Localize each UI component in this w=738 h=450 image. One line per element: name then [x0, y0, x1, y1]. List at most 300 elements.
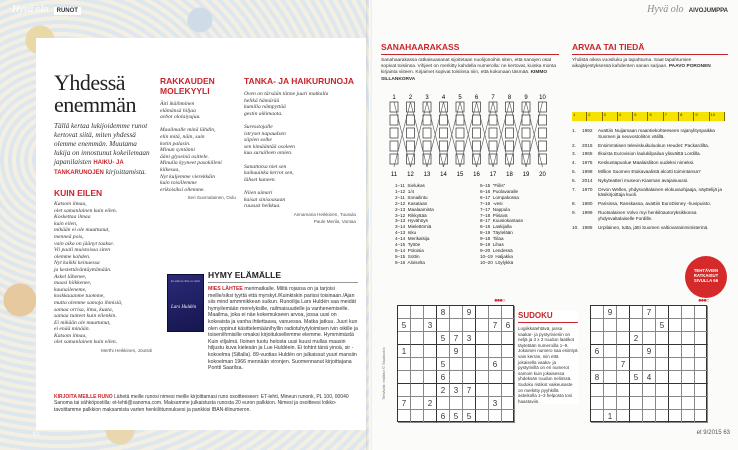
sudoku-text: Logiikkatehtävä, jossa vaakar- ja pystyrivieriin on neljä ja 3 x 3 ruudun laatikot täytetään numeroilla 1–9. Jokainen numero saa esiintyä vain kerran, niin että jokaisella vaaka- ja pystyrivillä on eri numerot samoin kuin jokaisessa yhdeksän ruudun neliössä. Sudoku ristikot vaikeusaste on merkitty pyyhkillä asteikolla 1–3 helposta tosi haastaviin.	[518, 326, 578, 404]
sudoku-cell: 3	[489, 397, 502, 410]
article-column-1	[54, 72, 152, 353]
sudoku-cell[interactable]	[398, 371, 411, 384]
sudoku-cell[interactable]	[695, 397, 708, 410]
ladder-box[interactable]	[539, 115, 547, 125]
fact-item	[572, 187, 727, 199]
sudoku-cell[interactable]	[489, 384, 502, 397]
article-intro: Tällä kertaa lukijoidemme runot kertovat siitä, miten yhdessä olemme enemmän. Muutama lukija on innostunut kokeilemaan japanilaisten HAIKU- JA TANKARUNOJEN kirjoittamista.	[54, 122, 150, 176]
ladder-box[interactable]	[440, 102, 448, 112]
fact-item	[572, 169, 727, 175]
sudoku-cell: 5	[437, 358, 450, 371]
sudoku-cell[interactable]	[695, 319, 708, 332]
sudoku-cell[interactable]	[424, 371, 437, 384]
sudoku-cell[interactable]	[476, 384, 489, 397]
sudoku-cell[interactable]	[695, 345, 708, 358]
sudoku-cell[interactable]	[502, 410, 515, 423]
difficulty-rating: ●●●○	[494, 298, 505, 304]
sudoku-cell[interactable]	[643, 319, 656, 332]
sudoku-cell[interactable]	[669, 384, 682, 397]
sudoku-cell[interactable]	[476, 332, 489, 345]
sudoku-cell[interactable]	[682, 319, 695, 332]
ladder-box[interactable]	[489, 102, 497, 112]
footer-text: Lähetä meille runosi nimesi meille kirjoittamasi runo osoitteeseen: ET-lehti, Mineun runonk, PL 100, 00040 Sanoma tai sähköpostilla: et-lehti@sanoma.com. Maksamme julkaistusta runosta 20 euron palkkion. Nimesi ja osoitteesi loikko-tavoittamme palkkion maksamista varten henkilötunnuksesi ja pankkisi IBAN-tilinumeron.	[54, 394, 349, 413]
ladder-box[interactable]	[522, 141, 530, 151]
ladder-top-number: 2	[408, 95, 413, 101]
ladder-box[interactable]	[522, 102, 530, 112]
poem-author: Paule Merila, Vantaa	[313, 218, 356, 224]
sudoku-cell[interactable]	[489, 332, 502, 345]
ladder-top-number: 8	[507, 95, 512, 101]
ladder-top-number: 7	[491, 95, 495, 101]
sudoku-cell[interactable]	[617, 345, 630, 358]
ladder-top-number: 5	[458, 95, 462, 101]
ladder-bottom-number: 20	[539, 172, 546, 178]
sudoku-cell[interactable]	[617, 319, 630, 332]
sudoku-cell: 1	[398, 345, 411, 358]
sudoku-cell: 2	[424, 397, 437, 410]
sudoku-cell[interactable]	[411, 410, 424, 423]
sudoku-cell[interactable]	[502, 384, 515, 397]
poem-text: Oven on tärsään tänne juuri matkalla helikä hämärää kumilla nämpyttää gestin aikimaota. Suresstojalle istryset napaudsen siipien solke sen kimääntää osoleen kuu suruilleen omien. Sanattotsa niet sen kaikuuinka kerrot sen, lähset kuneen. Niien uimari kaisat sinisoasaan ruusust heikkua.	[244, 91, 329, 210]
sudoku-cell[interactable]	[604, 332, 617, 345]
fact-text: Avattiin Nuijamaan maantiekohteeseen rajanylityspaikka Suomen ja neuvostoliiton välillä.	[598, 128, 715, 139]
fact-number: 7.	[572, 186, 576, 192]
sudoku-cell[interactable]	[437, 397, 450, 410]
fact-year: 1985	[582, 224, 593, 230]
sudoku-cell[interactable]	[411, 371, 424, 384]
sudoku-cell[interactable]	[630, 410, 643, 423]
sudoku-cell: 3	[424, 319, 437, 332]
answer-slot[interactable]: 3	[603, 112, 618, 121]
sudoku-cell[interactable]	[643, 410, 656, 423]
ladder-bottom-number: 12	[407, 172, 414, 178]
sudoku-cell[interactable]	[398, 306, 411, 319]
sudoku-cell: 5	[463, 410, 476, 423]
fact-item	[572, 210, 727, 222]
sudoku-cell: 7	[463, 384, 476, 397]
fact-text: Ensimmäisen televiskuikuluokun Heudet: Packardilta.	[598, 142, 709, 148]
sudoku-cell[interactable]	[424, 358, 437, 371]
ladder-box[interactable]	[539, 141, 547, 151]
divider	[208, 282, 358, 283]
ladder-puzzle-section	[381, 42, 559, 83]
ladder-box[interactable]	[539, 128, 547, 138]
ladder-bottom-number: 16	[473, 172, 480, 178]
ladder-box[interactable]	[489, 141, 497, 151]
sudoku-cell[interactable]	[630, 384, 643, 397]
sudoku-cell[interactable]	[502, 371, 515, 384]
sudoku-cell[interactable]	[424, 306, 437, 319]
article-card	[36, 38, 366, 430]
ladder-box[interactable]	[506, 141, 514, 151]
sudoku-cell[interactable]	[489, 306, 502, 319]
sudoku-cell[interactable]	[656, 371, 669, 384]
sudoku-cell[interactable]	[630, 306, 643, 319]
fact-item	[572, 178, 727, 184]
ladder-bottom-number: 14	[440, 172, 447, 178]
sudoku-cell: 9	[463, 306, 476, 319]
sudoku-cell[interactable]	[617, 384, 630, 397]
fact-year: 1992	[582, 128, 593, 133]
sudoku-cell[interactable]	[398, 410, 411, 423]
sudoku-cell: 1	[604, 410, 617, 423]
section-label: RUNOT	[54, 7, 81, 15]
ladder-diagram	[386, 92, 556, 178]
answer-bar	[572, 112, 725, 121]
answer-slot[interactable]: 10	[710, 112, 725, 121]
sudoku-cell[interactable]	[398, 358, 411, 371]
sudoku-cell[interactable]	[411, 345, 424, 358]
sudoku-cell[interactable]	[476, 306, 489, 319]
sudoku-cell: 8	[591, 371, 604, 384]
poem-title: TANKA- JA HAIKURUNOJA	[244, 76, 355, 86]
ladder-box[interactable]	[407, 141, 415, 151]
sudoku-cell[interactable]	[591, 306, 604, 319]
sudoku-cell[interactable]	[669, 371, 682, 384]
sudoku-cell[interactable]	[682, 332, 695, 345]
ladder-box[interactable]	[423, 102, 431, 112]
sudoku-cell[interactable]	[591, 332, 604, 345]
sudoku-cell[interactable]	[669, 319, 682, 332]
sudoku-cell[interactable]	[682, 384, 695, 397]
ladder-box[interactable]	[473, 141, 481, 151]
ladder-bottom-number: 13	[423, 172, 431, 178]
sudoku-cell[interactable]	[476, 410, 489, 423]
sudoku-cell: 7	[398, 397, 411, 410]
ladder-box[interactable]	[440, 141, 448, 151]
footer-highlight: KIRJOITA MEILLE RUNO	[54, 394, 113, 400]
sudoku-cell[interactable]	[656, 332, 669, 345]
sudoku-cell[interactable]	[617, 332, 630, 345]
ladder-bottom-number: 11	[390, 172, 398, 178]
ladder-box[interactable]	[489, 115, 497, 125]
fact-text: Ilkuista Eurovision laulukilpailua ylisväittä Lordilla.	[598, 151, 701, 157]
sudoku-cell[interactable]	[695, 410, 708, 423]
sudoku-cell[interactable]	[476, 397, 489, 410]
fact-text: Ruotsalainen Volvo myi henkilöautoryksikkonsa yhdysvaltalaiselle Fordille.	[598, 209, 697, 221]
facts-list	[572, 128, 727, 233]
fact-year: 1970	[582, 186, 593, 192]
ladder-box[interactable]	[390, 141, 398, 151]
fact-number: 2.	[572, 142, 576, 148]
sudoku-cell[interactable]	[591, 319, 604, 332]
sudoku-cell[interactable]	[502, 358, 515, 371]
sudoku-cell[interactable]	[424, 410, 437, 423]
sudoku-cell[interactable]	[463, 319, 476, 332]
sudoku-cell[interactable]	[643, 332, 656, 345]
sudoku-cell[interactable]	[411, 332, 424, 345]
sudoku-cell: 9	[450, 345, 463, 358]
ladder-box[interactable]	[473, 115, 481, 125]
sudoku-cell[interactable]	[669, 332, 682, 345]
ladder-box[interactable]	[390, 102, 398, 112]
magazine-name: Hyvä olo	[12, 4, 49, 15]
sudoku-cell[interactable]	[450, 306, 463, 319]
book-cover-title: Ei elämä rätte ei vielä	[171, 279, 200, 283]
facts-section	[572, 42, 728, 70]
sudoku-cell[interactable]	[643, 397, 656, 410]
answer-slot[interactable]: 6	[648, 112, 663, 121]
sudoku-cell[interactable]	[630, 319, 643, 332]
ladder-box[interactable]	[473, 128, 481, 138]
ladder-bottom-number: 15	[456, 172, 464, 178]
facts-title: ARVAA TAI TIEDÄ	[572, 42, 645, 52]
poem-author: Seri Suomalainen, Oulu	[187, 195, 236, 201]
fact-number: 10.	[572, 224, 579, 230]
sudoku-cell[interactable]	[695, 332, 708, 345]
sudoku-cell: 7	[450, 332, 463, 345]
sudoku-cell[interactable]	[682, 371, 695, 384]
fact-number: 1.	[572, 128, 576, 133]
sudoku-cell[interactable]	[489, 345, 502, 358]
answer-slot[interactable]: 9	[694, 112, 709, 121]
article-column-2	[160, 76, 236, 200]
section-label: AIVOJUMPPA	[688, 8, 728, 14]
divider	[518, 322, 578, 323]
fact-number: 3.	[572, 151, 576, 157]
ladder-bottom-number: 18	[506, 172, 513, 178]
ladder-box[interactable]	[506, 115, 514, 125]
answer-slot[interactable]: 5	[633, 112, 648, 121]
fact-item	[572, 151, 727, 157]
ladder-box[interactable]	[489, 128, 497, 138]
sudoku-cell[interactable]	[591, 384, 604, 397]
sudoku-title: SUDOKU	[518, 311, 553, 320]
sudoku-cell[interactable]	[669, 306, 682, 319]
fact-text: Keskustapuolue Maalaisliiton uudeksi nimeksi.	[598, 160, 695, 166]
sudoku-cell[interactable]	[591, 410, 604, 423]
ladder-box[interactable]	[473, 102, 481, 112]
sudoku-cell[interactable]	[450, 358, 463, 371]
ladder-top-number: 3	[425, 95, 429, 101]
sudoku-cell[interactable]	[476, 345, 489, 358]
sudoku-cell[interactable]	[669, 358, 682, 371]
fact-year: 1980	[582, 201, 593, 207]
sudoku-cell: 3	[450, 384, 463, 397]
magazine-name: Hyvä olo	[647, 4, 684, 15]
answer-slot[interactable]: 1	[572, 112, 587, 121]
sudoku-cell[interactable]	[604, 371, 617, 384]
ladder-box[interactable]	[423, 115, 431, 125]
ladder-clues-left: 1–11 Sielukas 1–12 1/4 2–11 Sonailintu 2–12 Kasataan 2–13 Maalaamista 3–12 Rikkyttää 3–13 Hyvähöys 3–14 Mielettömiä 4–13 Isku 4–14 Merikalsija 4–15 Tyttöe 5–14 Poloisia 5–15 Sottin 5–16 Aloiselta	[395, 183, 434, 265]
ladder-intro: Sanahaarakassa ratkaisuasanat sijoitetaan nuolijonoihin siten, että sanojen osat sopivat toisiinsa. Vihjeet on merkitty kahdella numerolla: ne kertovat, kuinka monta kirjainta viiteen. Kirjaimet sopivat toisiinsa niin, että kokonaan täsmää. KIMMO SILLANKORVA	[381, 58, 557, 82]
page-number-left: 62	[33, 432, 40, 438]
ladder-box[interactable]	[456, 128, 464, 138]
ladder-title: SANAHAARAKASS	[381, 42, 460, 52]
sudoku-cell[interactable]	[591, 358, 604, 371]
ladder-box[interactable]	[539, 102, 547, 112]
sudoku-cell[interactable]	[398, 332, 411, 345]
sudoku-cell: 2	[630, 332, 643, 345]
sudoku-cell[interactable]	[617, 410, 630, 423]
sudoku-cell[interactable]	[695, 358, 708, 371]
sudoku-cell[interactable]	[411, 306, 424, 319]
fact-item	[572, 201, 727, 207]
sudoku-cell[interactable]	[617, 306, 630, 319]
sudoku-cell[interactable]	[591, 397, 604, 410]
sudoku-cell[interactable]	[656, 306, 669, 319]
sudoku-cell[interactable]	[502, 306, 515, 319]
sudoku-cell[interactable]	[669, 410, 682, 423]
sudoku-cell: 7	[643, 306, 656, 319]
sudoku-cell: 8	[437, 306, 450, 319]
fact-text: Orvon Welles, yhdysvaltalainen elokuvaohjaaja, näyttelijä ja käsikirjoittaja kuoli.	[598, 186, 722, 198]
sudoku-cell[interactable]	[643, 384, 656, 397]
answer-slot[interactable]: 8	[679, 112, 694, 121]
sudoku-cell[interactable]	[502, 397, 515, 410]
ladder-box[interactable]	[390, 128, 398, 138]
sudoku-cell: 6	[591, 345, 604, 358]
right-header	[647, 4, 728, 15]
ladder-box[interactable]	[522, 115, 530, 125]
ladder-bottom-number: 19	[522, 172, 530, 178]
sudoku-cell[interactable]	[643, 358, 656, 371]
fact-year: 2014	[582, 177, 593, 183]
sudoku-cell[interactable]	[424, 332, 437, 345]
book-cover-author: Lars Huldén	[171, 305, 197, 310]
sudoku-cell[interactable]	[411, 319, 424, 332]
sudoku-cell[interactable]	[604, 397, 617, 410]
sudoku-cell[interactable]	[669, 397, 682, 410]
sudoku-cell[interactable]	[630, 358, 643, 371]
sudoku-cell[interactable]	[502, 345, 515, 358]
sudoku-cell[interactable]	[398, 384, 411, 397]
sudoku-cell[interactable]	[476, 371, 489, 384]
sudoku-cell[interactable]	[604, 345, 617, 358]
sudoku-cell[interactable]	[682, 306, 695, 319]
ladder-top-number: 9	[524, 95, 528, 101]
sudoku-cell[interactable]	[617, 371, 630, 384]
sudoku-cell[interactable]	[682, 358, 695, 371]
ladder-box[interactable]	[390, 115, 398, 125]
ladder-box[interactable]	[506, 128, 514, 138]
ladder-box[interactable]	[456, 115, 464, 125]
sudoku-grid-right	[590, 305, 707, 422]
sudoku-cell[interactable]	[463, 358, 476, 371]
book-review-text: MIES LÄHTEE merimatkalle. Miltä rojassa on ja tarjoisi meille/siksi tyyttä että myrskyt./Kuinkiskin parissi toisinaan./Ajan siis mind ammmikkean suikun. Runoilija Lars Huldén saa meidät hymyilemään merelyksille, railmaisuudelle ja vanhenemiselle. Maailma, joka ei näe kokemukseen arvoa, jossa uusi on kokeaista ja vanha ihtiettaava, vanuessa. Matka jatkuu. Juuri kun olen oppinut käsittelemään/hyllin radiotuhytyloimisen ivin oikille ja toisen/ihmisille omaksi kirjoituksellemme elemme. Hymmimästä Kuin viljalmä. Iloinen tuotu helosta uusi kuusi mullas maasin hiljustu kuva kielesän ja Lue Huldéein. Ei tohtnt tänä yinoä, sir -kokoelma (Sillalla). 89-vuotias Huldén on julkaissut yuuri mansiin kokoelman 1966 mennään vironjen. Suomennanut kirjoittajana Pontti Saarilsa.	[208, 286, 358, 372]
poem-title: KUIN EILEN	[54, 188, 103, 198]
sudoku-cell: 9	[643, 345, 656, 358]
article-column-3	[244, 76, 356, 224]
sudoku-cell: 4	[643, 371, 656, 384]
sudoku-cell[interactable]	[502, 332, 515, 345]
sudoku-cell[interactable]	[437, 319, 450, 332]
ladder-box[interactable]	[456, 141, 464, 151]
ladder-box[interactable]	[506, 102, 514, 112]
sudoku-cell[interactable]	[604, 384, 617, 397]
facts-intro: Yhdistä oikea vuosiluku ja tapahtuma. Saat tapahtumien aikajärjestyksessä kahdenten sanan sarjaan. PAAVO PORONEN	[572, 58, 711, 70]
fact-year: 1999	[582, 209, 593, 215]
sudoku-cell[interactable]	[424, 384, 437, 397]
sudoku-cell: 7	[489, 319, 502, 332]
ladder-top-number: 6	[474, 95, 479, 101]
sudoku-cell[interactable]	[682, 345, 695, 358]
book-cover-image	[167, 274, 204, 332]
sudoku-cell[interactable]	[604, 319, 617, 332]
sudoku-cell[interactable]	[411, 358, 424, 371]
sudoku-cell: 5	[398, 319, 411, 332]
sudoku-cell[interactable]	[450, 397, 463, 410]
ladder-box[interactable]	[456, 102, 464, 112]
sudoku-info	[518, 311, 578, 404]
sudoku-cell[interactable]	[695, 384, 708, 397]
sudoku-cell[interactable]	[463, 345, 476, 358]
sudoku-cell[interactable]	[450, 371, 463, 384]
book-review-title: HYMY ELÄMÄLLE	[208, 270, 282, 280]
fact-number: 5.	[572, 168, 576, 174]
sudoku-cell[interactable]	[630, 345, 643, 358]
sudoku-cell[interactable]	[489, 371, 502, 384]
sudoku-cell[interactable]	[656, 358, 669, 371]
fact-item	[572, 143, 727, 149]
poem-author: Merthi Heikkinen, Joutsiti	[100, 348, 152, 354]
sudoku-cell[interactable]	[463, 371, 476, 384]
sudoku-cell[interactable]	[656, 384, 669, 397]
ladder-box[interactable]	[440, 115, 448, 125]
sudoku-cell: 5	[630, 371, 643, 384]
sudoku-cell[interactable]	[617, 397, 630, 410]
sudoku-cell[interactable]	[604, 358, 617, 371]
answer-slot[interactable]: 2	[587, 112, 602, 121]
intro-highlight: HAIKU- JA TANKARUNOJEN	[54, 160, 124, 176]
sudoku-cell[interactable]	[411, 397, 424, 410]
sudoku-cell[interactable]	[630, 397, 643, 410]
sudoku-cell[interactable]	[476, 319, 489, 332]
sudoku-cell: 5	[656, 319, 669, 332]
sudoku-cell[interactable]	[682, 397, 695, 410]
solutions-badge: TEHTÄVIEN RATKAISUT SIVULLA 66	[685, 256, 727, 298]
fact-text: Million Suomen Etukavaalistä alcotti toimintansa?	[598, 168, 701, 174]
ladder-box[interactable]	[522, 128, 530, 138]
ladder-bottom-number: 17	[489, 172, 497, 178]
sudoku-cell: 5	[450, 410, 463, 423]
sudoku-cell[interactable]	[669, 345, 682, 358]
sudoku-cell[interactable]	[695, 306, 708, 319]
fact-number: 8.	[572, 201, 576, 207]
sudoku-cell[interactable]	[450, 319, 463, 332]
poem-author: Annamaria Heikkinen, Tuusula	[293, 211, 356, 217]
sudoku-cell[interactable]	[463, 397, 476, 410]
sudoku-cell[interactable]	[682, 410, 695, 423]
sudoku-cell[interactable]	[437, 345, 450, 358]
sudoku-cell[interactable]	[476, 358, 489, 371]
sudoku-cell[interactable]	[656, 345, 669, 358]
sudoku-cell: 6	[502, 319, 515, 332]
answer-slot[interactable]: 7	[664, 112, 679, 121]
ladder-box[interactable]	[407, 102, 415, 112]
poem-title: RAKKAUDEN MOLEKYYLI	[160, 76, 215, 96]
sudoku-cell[interactable]	[424, 345, 437, 358]
sudoku-cell[interactable]	[656, 397, 669, 410]
answer-slot[interactable]: 4	[618, 112, 633, 121]
ladder-box[interactable]	[407, 128, 415, 138]
ladder-top-number: 10	[539, 95, 546, 101]
ladder-top-number: 1	[392, 95, 396, 101]
page-number-right: et 9/2015 63	[696, 430, 730, 436]
sudoku-cell[interactable]	[656, 410, 669, 423]
ladder-box[interactable]	[407, 115, 415, 125]
ladder-box[interactable]	[440, 128, 448, 138]
difficulty-rating: ●●●○	[698, 298, 709, 304]
left-header	[12, 4, 81, 15]
fact-text: Urpilainen, tutta, jätti Suomen valtiovarainministerinä.	[598, 224, 709, 230]
book-review	[208, 270, 358, 372]
ladder-box[interactable]	[423, 141, 431, 151]
ladder-box[interactable]	[423, 128, 431, 138]
sudoku-cell[interactable]	[411, 384, 424, 397]
sudoku-cell[interactable]	[489, 410, 502, 423]
sudoku-cell[interactable]	[695, 371, 708, 384]
